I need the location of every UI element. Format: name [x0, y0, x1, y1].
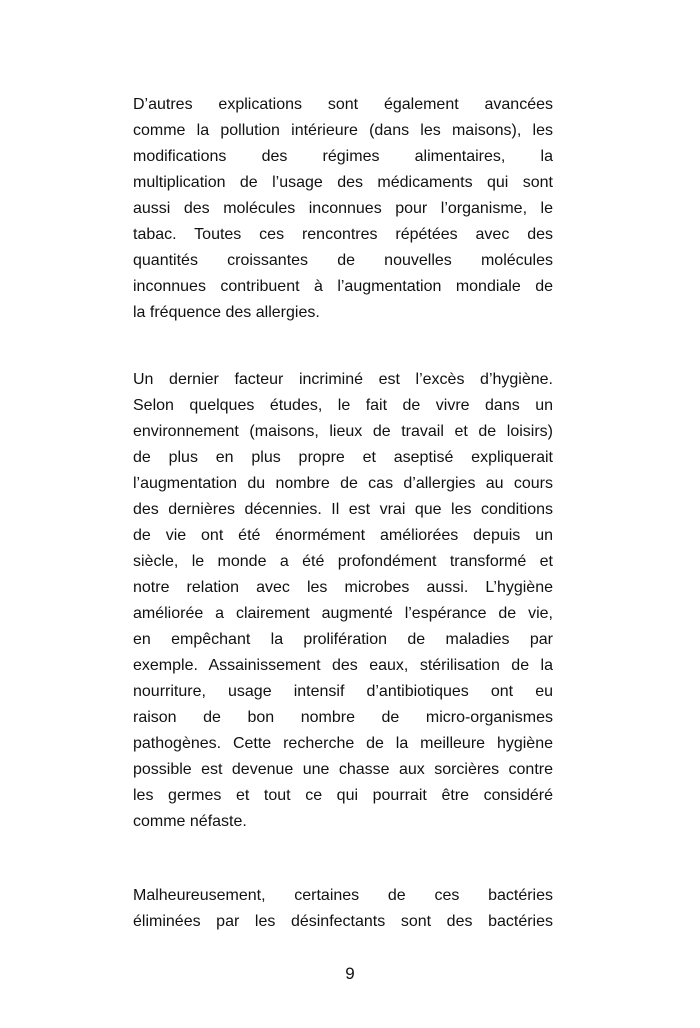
- text-line: Selon quelques études, le fait de vivre dans un: [133, 397, 553, 414]
- text-line: exemple. Assainissement des eaux, stérilisation de la: [133, 657, 553, 674]
- text-line: quantités croissantes de nouvelles molécules: [133, 252, 553, 269]
- text-line: l’augmentation du nombre de cas d’allergies au cours: [133, 475, 553, 492]
- text-line: de vie ont été énormément améliorées depuis un: [133, 527, 553, 544]
- text-line: les germes et tout ce qui pourrait être considéré: [133, 787, 553, 804]
- paragraph-1: [133, 92, 553, 326]
- text-line: comme néfaste.: [133, 813, 247, 830]
- text-line: la fréquence des allergies.: [133, 304, 320, 321]
- text-line: modifications des régimes alimentaires, la: [133, 148, 553, 165]
- text-line: nourriture, usage intensif d’antibiotiques ont eu: [133, 683, 553, 700]
- paragraph-3: [133, 883, 553, 935]
- text-line: notre relation avec les microbes aussi. L’hygiène: [133, 579, 553, 596]
- text-line: siècle, le monde a été profondément transformé et: [133, 553, 553, 570]
- text-line: améliorée a clairement augmenté l’espérance de vie,: [133, 605, 553, 622]
- text-line: inconnues contribuent à l’augmentation mondiale de: [133, 278, 553, 295]
- text-line: en empêchant la prolifération de maladies par: [133, 631, 553, 648]
- text-line: de plus en plus propre et aseptisé expliquerait: [133, 449, 553, 466]
- text-line: comme la pollution intérieure (dans les maisons), les: [133, 122, 553, 139]
- text-line: des dernières décennies. Il est vrai que les conditions: [133, 501, 553, 518]
- text-line: multiplication de l’usage des médicaments qui sont: [133, 174, 553, 191]
- text-line: raison de bon nombre de micro-organismes: [133, 709, 553, 726]
- text-line: environnement (maisons, lieux de travail et de loisirs): [133, 423, 553, 440]
- paragraph-2: [133, 367, 553, 835]
- text-line: Malheureusement, certaines de ces bactéries: [133, 887, 553, 904]
- text-line: possible est devenue une chasse aux sorcières contre: [133, 761, 553, 778]
- text-line: aussi des molécules inconnues pour l’organisme, le: [133, 200, 553, 217]
- text-line: éliminées par les désinfectants sont des bactéries: [133, 913, 553, 930]
- text-line: Un dernier facteur incriminé est l’excès d’hygiène.: [133, 371, 553, 388]
- text-line: tabac. Toutes ces rencontres répétées avec des: [133, 226, 553, 243]
- page-number: 9: [345, 964, 355, 983]
- text-line: pathogènes. Cette recherche de la meilleure hygiène: [133, 735, 553, 752]
- text-line: D’autres explications sont également avancées: [133, 96, 553, 113]
